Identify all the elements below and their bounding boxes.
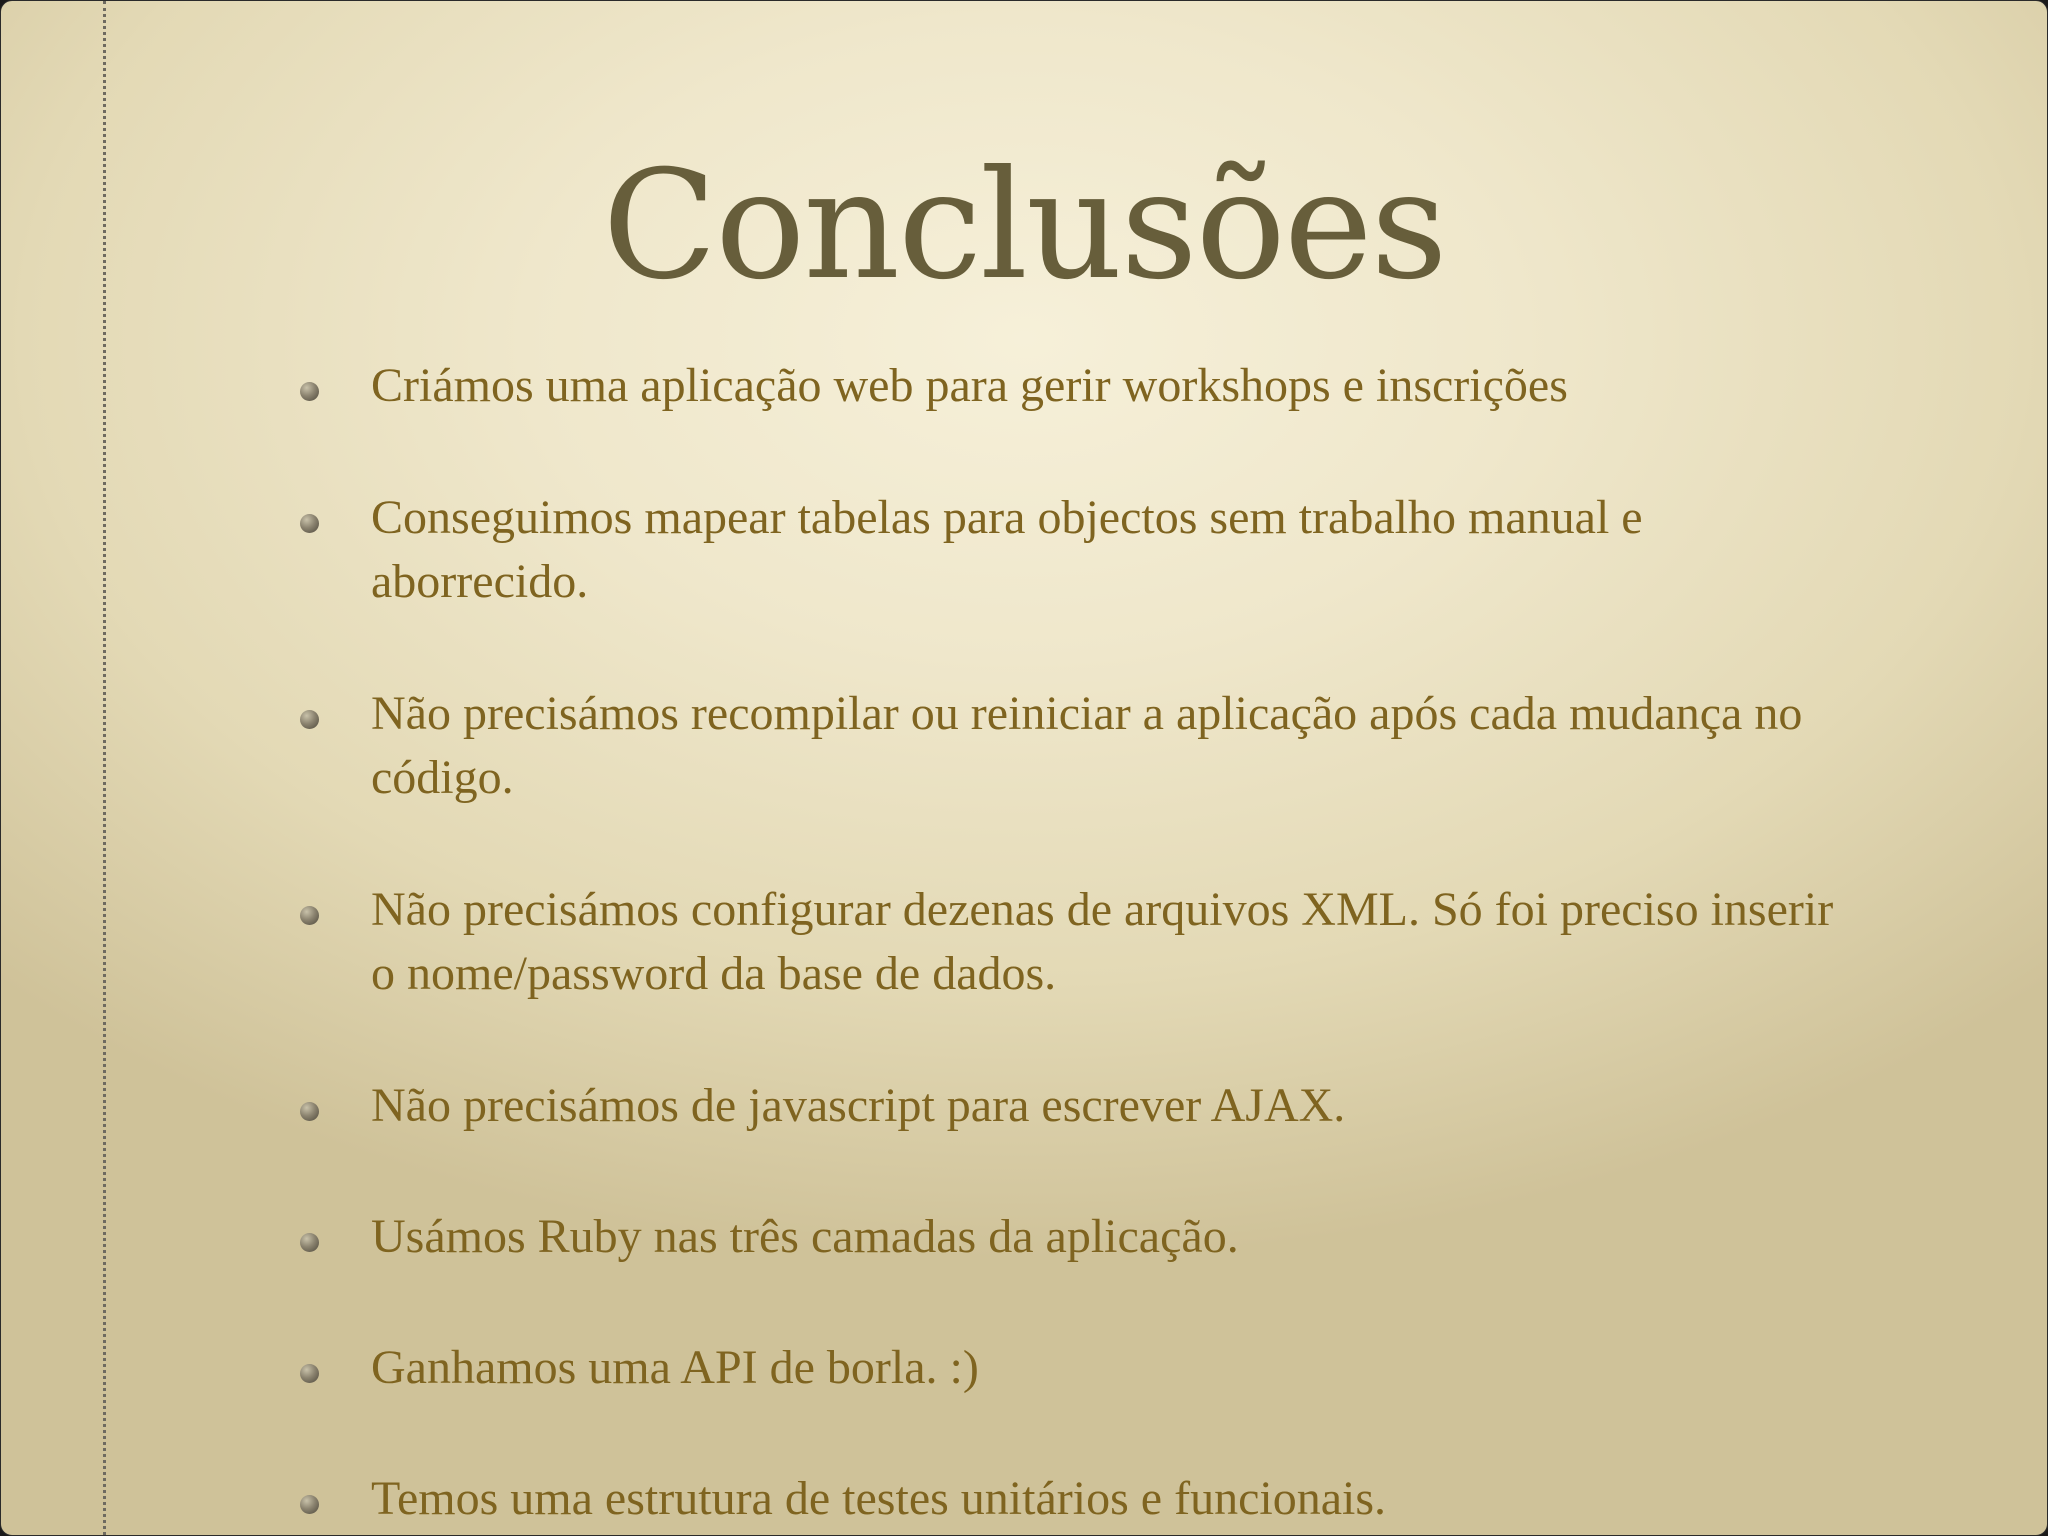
bullet-text: Criámos uma aplicação web para gerir workshops e inscrições [371,359,1568,412]
bullet-text: Temos uma estrutura de testes unitários e funcionais. [371,1472,1387,1525]
bullet-text: Ganhamos uma API de borla. :) [371,1341,979,1394]
round-bullet-icon [300,710,319,729]
round-bullet-icon [300,1364,319,1383]
round-bullet-icon [300,1102,319,1121]
bullet-item [371,354,1851,418]
bullet-text: Não precisámos configurar dezenas de arquivos XML. Só foi preciso inserir o nome/password da base de dados. [371,883,1834,1000]
bullet-item [371,486,1851,614]
bullet-text: Usámos Ruby nas três camadas da aplicação. [371,1210,1239,1263]
round-bullet-icon [300,1495,319,1514]
round-bullet-icon [300,906,319,925]
bullet-text: Não precisámos recompilar ou reiniciar a aplicação após cada mudança no código. [371,687,1803,804]
round-bullet-icon [300,382,319,401]
bullet-item [371,1074,1851,1138]
slide-title: Conclusões [602,139,1446,313]
bullet-item [371,682,1851,810]
bullet-item [371,878,1851,1006]
bullet-text: Conseguimos mapear tabelas para objectos sem trabalho manual e aborrecido. [371,491,1643,608]
round-bullet-icon [300,1233,319,1252]
bullet-item [371,1467,1851,1531]
round-bullet-icon [300,514,319,533]
bullet-item [371,1336,1851,1400]
bullet-text: Não precisámos de javascript para escrever AJAX. [371,1079,1346,1132]
bullet-item [371,1205,1851,1269]
